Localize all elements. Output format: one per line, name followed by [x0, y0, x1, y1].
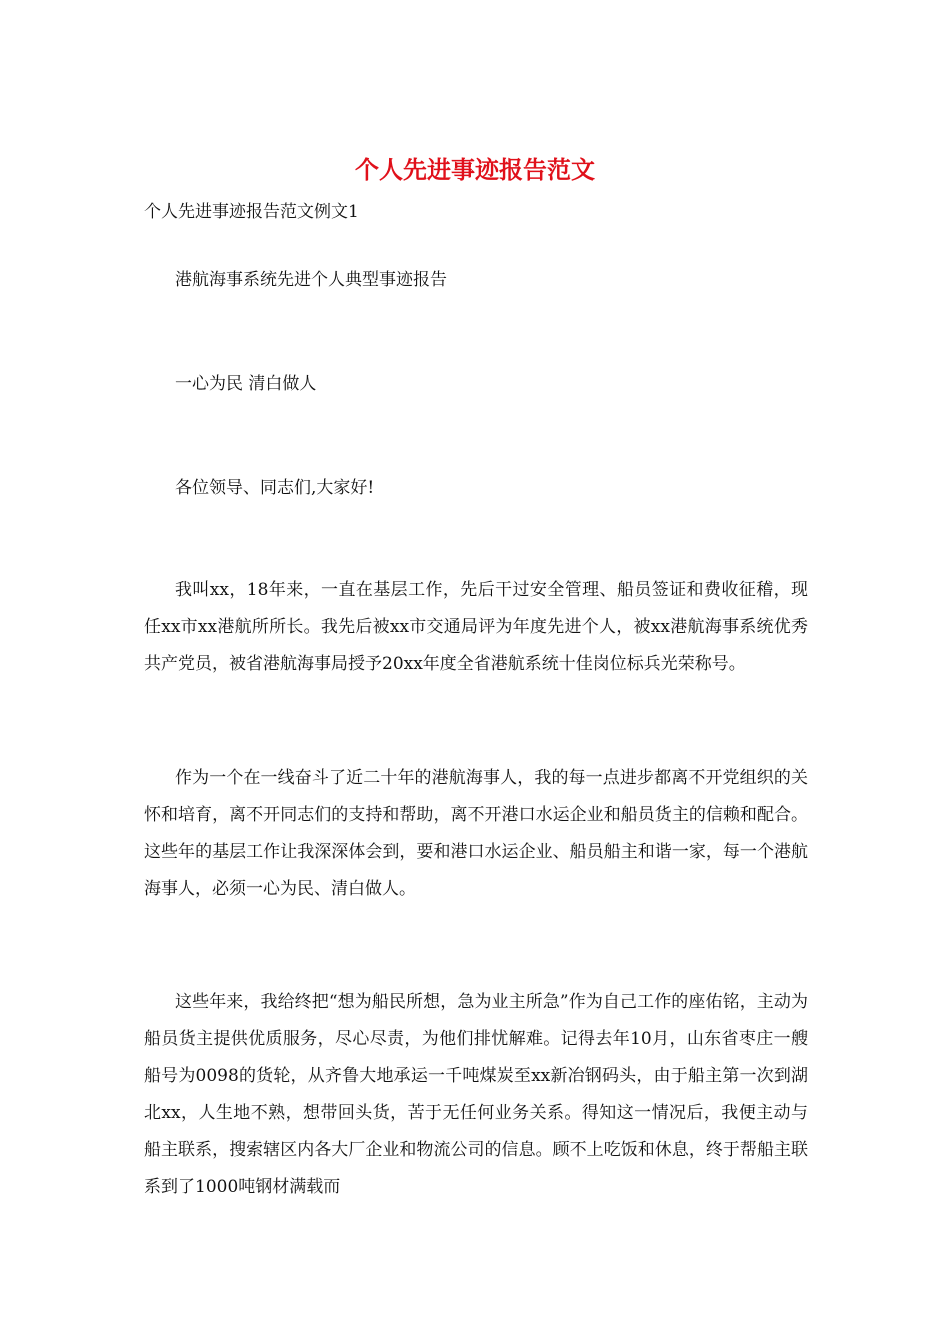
document-title: 个人先进事迹报告范文 — [355, 155, 595, 184]
document-subtitle: 个人先进事迹报告范文例文1 — [144, 202, 359, 222]
paragraph-reflection: 作为一个在一线奋斗了近二十年的港航海事人，我的每一点进步都离不开党组织的关怀和培育，离不开同志们的支持和帮助，离不开港口水运企业和船员货主的信赖和配合。这些年的基层工作让我深深体会到，要和港口水运企业、船员船主和谐一家，每一个港航海事人，必须一心为民、清白做人。 — [144, 768, 808, 899]
paragraph-motto: 一心为民 清白做人 — [175, 374, 317, 394]
paragraph-greeting: 各位领导、同志们,大家好! — [175, 478, 375, 498]
paragraph-report-heading: 港航海事系统先进个人典型事迹报告 — [175, 270, 447, 290]
paragraph-introduction: 我叫xx，18年来，一直在基层工作，先后干过安全管理、船员签证和费收征稽，现任xx市xx港航所所长。我先后被xx市交通局评为年度先进个人，被xx港航海事系统优秀共产党员，被省港航海事局授予20xx年度全省港航系统十佳岗位标兵光荣称号。 — [144, 580, 808, 674]
paragraph-story: 这些年来，我给终把“想为船民所想，急为业主所急”作为自己工作的座佑铭，主动为船员货主提供优质服务，尽心尽责，为他们排忧解难。记得去年10月，山东省枣庄一艘船号为0098的货轮，从齐鲁大地承运一千吨煤炭至xx新冶钢码头，由于船主第一次到湖北xx，人生地不熟，想带回头货，苦于无任何业务关系。得知这一情况后，我便主动与船主联系，搜索辖区内各大厂企业和物流公司的信息。顾不上吃饭和休息，终于帮船主联系到了1000吨钢材满载而 — [144, 992, 808, 1197]
